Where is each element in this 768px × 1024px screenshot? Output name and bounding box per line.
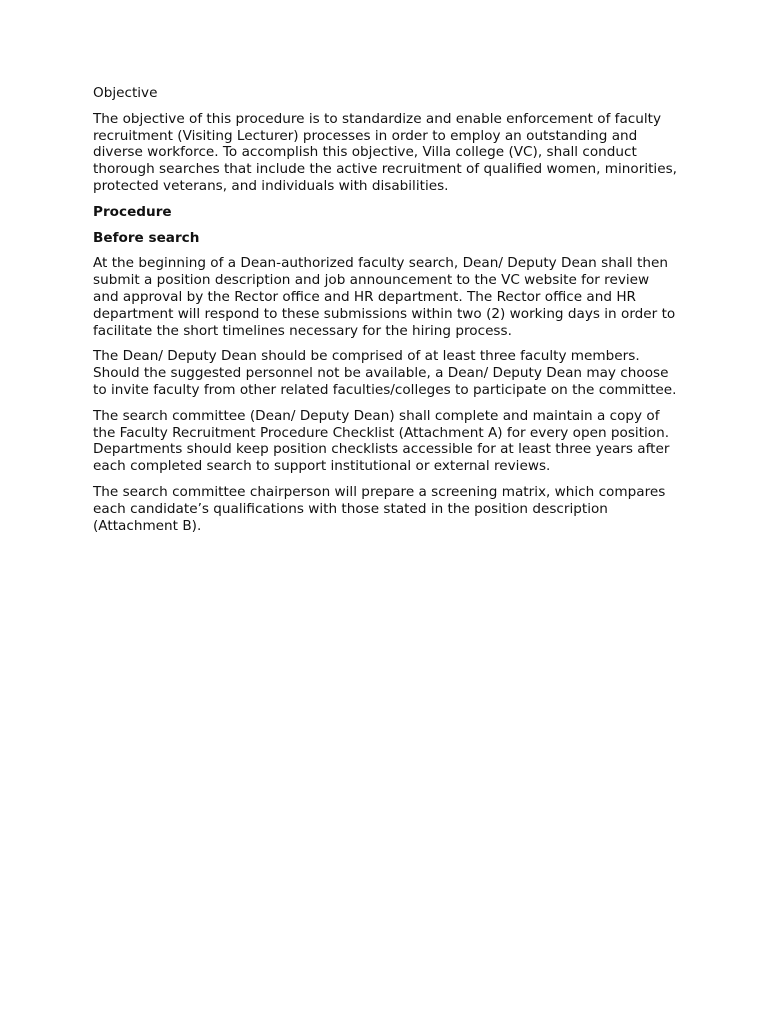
procedure-heading: Procedure	[93, 203, 172, 220]
objective-paragraph: The objective of this procedure is to standardize and enable enforcement of faculty recruitment (Visiting Lecturer) processes in order to employ an outstanding and diverse workforce. To accomplish this objective, Villa college (VC), shall conduct thorough searches that include the active recruitment of qualified women, minorities, protected veterans, and individuals with disabilities.	[93, 110, 677, 194]
objective-heading: Objective	[93, 85, 158, 101]
body-paragraph: The search committee chairperson will prepare a screening matrix, which compares each candidate’s qualifications with those stated in the position description (Attachment B).	[93, 483, 666, 534]
body-paragraph: The Dean/ Deputy Dean should be comprised of at least three faculty members. Should the suggested personnel not be available, a Dean/ Deputy Dean may choose to invite faculty from other related faculties/colleges to participate on the committee.	[93, 348, 677, 398]
body-paragraph: At the beginning of a Dean-authorized faculty search, Dean/ Deputy Dean shall then submit a position description and job announcement to the VC website for review and approval by the Rector office and HR department. The Rector office and HR department will respond to these submissions within two (2) working days in order to facilitate the short timelines necessary for the hiring process.	[93, 255, 676, 339]
body-paragraph: The search committee (Dean/ Deputy Dean) shall complete and maintain a copy of the Faculty Recruitment Procedure Checklist (Attachment A) for every open position. Departments should keep position checklists accessible for at least three years after each completed search to support institutional or external reviews.	[93, 407, 670, 475]
before-search-heading: Before search	[93, 229, 200, 246]
document-body	[93, 85, 678, 543]
